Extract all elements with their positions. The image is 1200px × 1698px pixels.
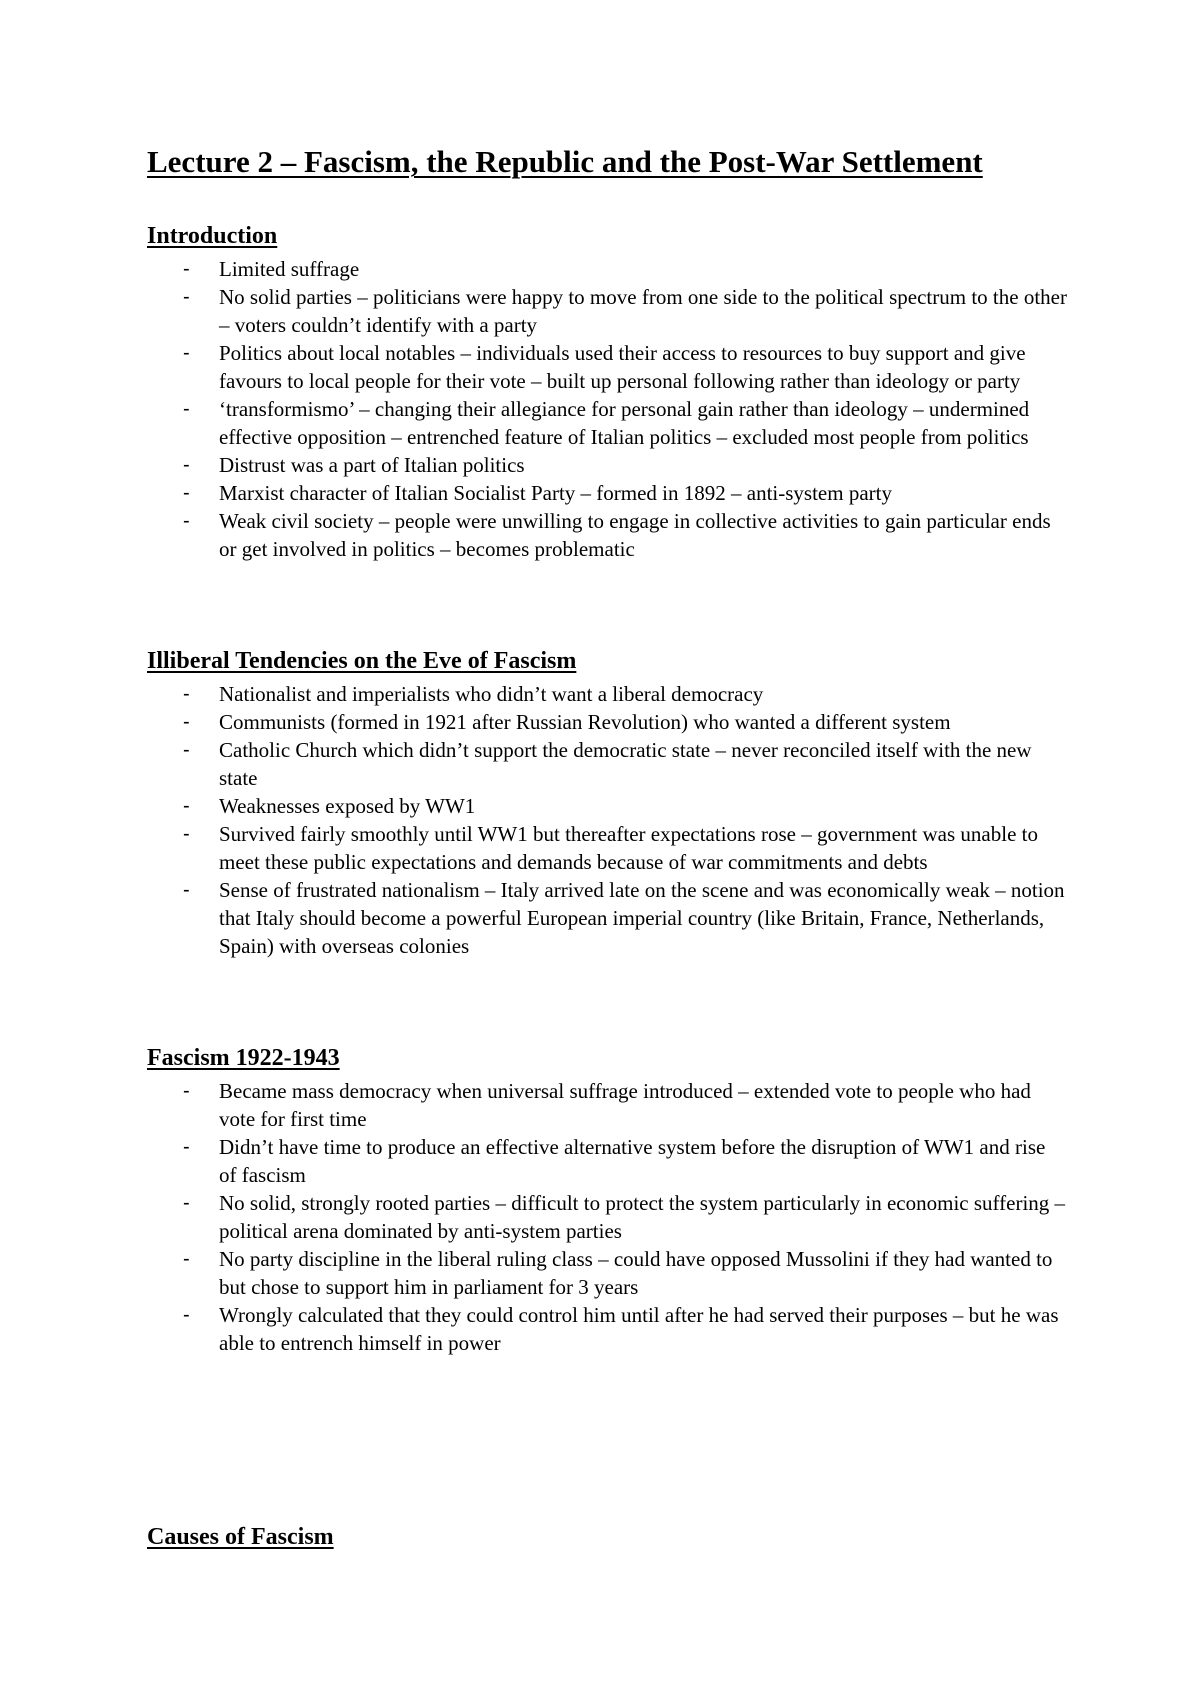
list-item [147,479,1067,507]
section-heading: Fascism 1922-1943 [147,1045,340,1071]
list-item-text: Survived fairly smoothly until WW1 but thereafter expectations rose – government was unable to meet these public expectations and demands because of war commitments and debts [219,821,1038,874]
section-illiberal-tendencies [147,648,1067,960]
list-item-text: Weaknesses exposed by WW1 [219,793,476,818]
list-item [147,1245,1067,1301]
bullet-dash: - [183,1303,190,1326]
list-item-text: Catholic Church which didn’t support the democratic state – never reconciled itself with the new state [219,737,1032,790]
bullet-dash: - [183,1191,190,1214]
list-item [147,507,1067,563]
bullet-dash: - [183,822,190,845]
list-item [147,1301,1067,1357]
list-item-text: Didn’t have time to produce an effective alternative system before the disruption of WW1 and rise of fascism [219,1134,1046,1187]
bullet-dash: - [183,397,190,420]
section-fascism-1922-1943 [147,1045,1067,1357]
section-introduction [147,223,1067,563]
list-item [147,283,1067,339]
section-heading: Causes of Fascism [147,1524,334,1550]
list-item-text: Communists (formed in 1921 after Russian Revolution) who wanted a different system [219,709,951,734]
bullet-dash: - [183,285,190,308]
page-title: Lecture 2 – Fascism, the Republic and the Post-War Settlement [147,144,983,179]
list-item [147,339,1067,395]
list-item-text: No solid, strongly rooted parties – difficult to protect the system particularly in economic suffering – political arena dominated by anti-system parties [219,1190,1066,1243]
bullet-list [147,680,1067,960]
bullet-dash: - [183,794,190,817]
bullet-dash: - [183,1247,190,1270]
list-item [147,876,1067,960]
bullet-dash: - [183,453,190,476]
bullet-dash: - [183,257,190,280]
list-item-text: Wrongly calculated that they could control him until after he had served their purposes – but he was able to entrench himself in power [219,1302,1059,1355]
bullet-dash: - [183,509,190,532]
list-item [147,395,1067,451]
list-item [147,255,1067,283]
list-item [147,736,1067,792]
list-item-text: Distrust was a part of Italian politics [219,452,525,477]
list-item-text: Politics about local notables – individuals used their access to resources to buy support and give favours to local people for their vote – built up personal following rather than ideology or party [219,340,1026,393]
bullet-list [147,1077,1067,1357]
list-item [147,451,1067,479]
list-item-text: Became mass democracy when universal suffrage introduced – extended vote to people who had vote for first time [219,1078,1031,1131]
section-heading: Illiberal Tendencies on the Eve of Fascism [147,648,577,674]
bullet-dash: - [183,481,190,504]
list-item [147,820,1067,876]
bullet-dash: - [183,1079,190,1102]
list-item-text: Nationalist and imperialists who didn’t want a liberal democracy [219,681,764,706]
list-item [147,792,1067,820]
list-item-text: Sense of frustrated nationalism – Italy arrived late on the scene and was economically weak – notion that Italy should become a powerful European imperial country (like Britain, France, Netherlands, Spain) with overseas colonies [219,877,1065,958]
list-item-text: Limited suffrage [219,256,360,281]
bullet-dash: - [183,682,190,705]
section-heading: Introduction [147,223,278,249]
list-item-text: ‘transformismo’ – changing their allegiance for personal gain rather than ideology – undermined effective opposition – entrenched feature of Italian politics – excluded most people from politics [219,396,1030,449]
bullet-dash: - [183,341,190,364]
bullet-dash: - [183,1135,190,1158]
list-item [147,1077,1067,1133]
list-item-text: Weak civil society – people were unwilling to engage in collective activities to gain particular ends or get involved in politics – becomes problematic [219,508,1051,561]
list-item-text: Marxist character of Italian Socialist Party – formed in 1892 – anti-system party [219,480,892,505]
list-item-text: No solid parties – politicians were happy to move from one side to the political spectrum to the other – voters couldn’t identify with a party [219,284,1067,337]
list-item [147,1133,1067,1189]
list-item [147,708,1067,736]
bullet-dash: - [183,710,190,733]
list-item [147,680,1067,708]
bullet-dash: - [183,878,190,901]
section-causes-of-fascism [147,1524,1067,1556]
list-item [147,1189,1067,1245]
list-item-text: No party discipline in the liberal ruling class – could have opposed Mussolini if they had wanted to but chose to support him in parliament for 3 years [219,1246,1053,1299]
bullet-dash: - [183,738,190,761]
bullet-list [147,255,1067,563]
